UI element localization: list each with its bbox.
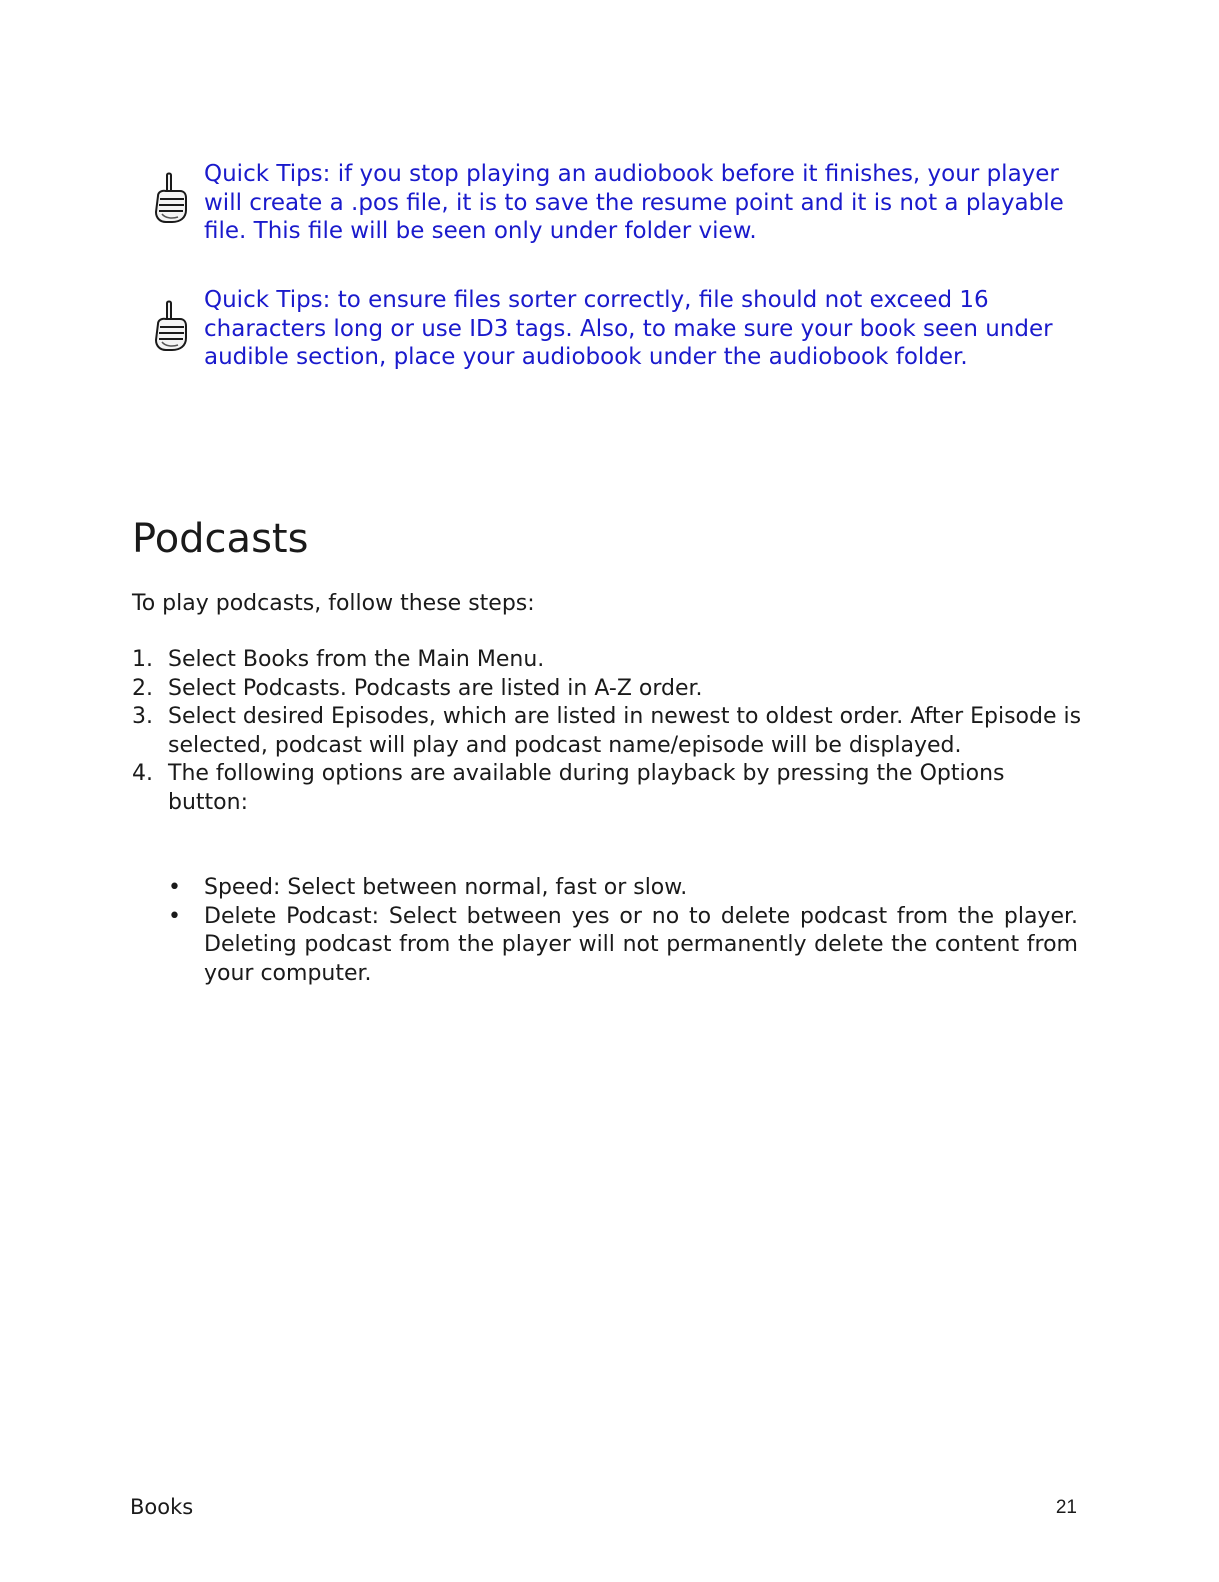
footer-section-name: Books bbox=[130, 1495, 194, 1519]
bullet-icon: • bbox=[168, 903, 181, 929]
quick-tip-text: Quick Tips: if you stop playing an audiobook before it finishes, your player will create a .pos file, it is to save the resume point and it is not a playable file. This file will be seen only under folder view. bbox=[204, 161, 1064, 245]
step-text: Select Podcasts. Podcasts are listed in A-Z order. bbox=[168, 675, 703, 701]
page-number: 21 bbox=[1055, 1497, 1077, 1518]
list-item bbox=[168, 874, 1078, 903]
step-text: Select desired Episodes, which are listed in newest to oldest order. After Episode is selected, podcast will play and podcast name/episode will be displayed. bbox=[168, 704, 1082, 758]
step-number: 1. bbox=[132, 647, 153, 672]
options-list bbox=[168, 874, 1078, 988]
quick-tip-text: Quick Tips: to ensure files sorter correctly, file should not exceed 16 characters long or use ID3 tags. Also, to make sure your book seen under audible section, place your audiobook under the audiobook folder. bbox=[204, 287, 1053, 371]
list-item bbox=[132, 760, 1082, 817]
bullet-icon: • bbox=[168, 875, 181, 900]
pointing-hand-icon bbox=[150, 300, 190, 356]
step-text: The following options are available during playback by pressing the Options button: bbox=[168, 761, 1005, 815]
step-text: Select Books from the Main Menu. bbox=[168, 647, 545, 672]
option-text: Delete Podcast: Select between yes or no to delete podcast from the player. Deleting podcast from the player will not permanently delete the content from your computer. bbox=[204, 903, 1078, 986]
step-number: 3. bbox=[132, 704, 153, 729]
section-title: Podcasts bbox=[132, 516, 309, 562]
step-number: 4. bbox=[132, 761, 153, 786]
step-number: 2. bbox=[132, 675, 153, 701]
steps-list bbox=[132, 646, 1082, 817]
pointing-hand-icon bbox=[150, 172, 190, 228]
list-item bbox=[168, 903, 1078, 989]
list-item bbox=[132, 675, 1082, 704]
list-item bbox=[132, 703, 1082, 760]
list-item bbox=[132, 646, 1082, 675]
option-text: Speed: Select between normal, fast or slow. bbox=[204, 875, 688, 900]
section-intro: To play podcasts, follow these steps: bbox=[132, 591, 535, 616]
